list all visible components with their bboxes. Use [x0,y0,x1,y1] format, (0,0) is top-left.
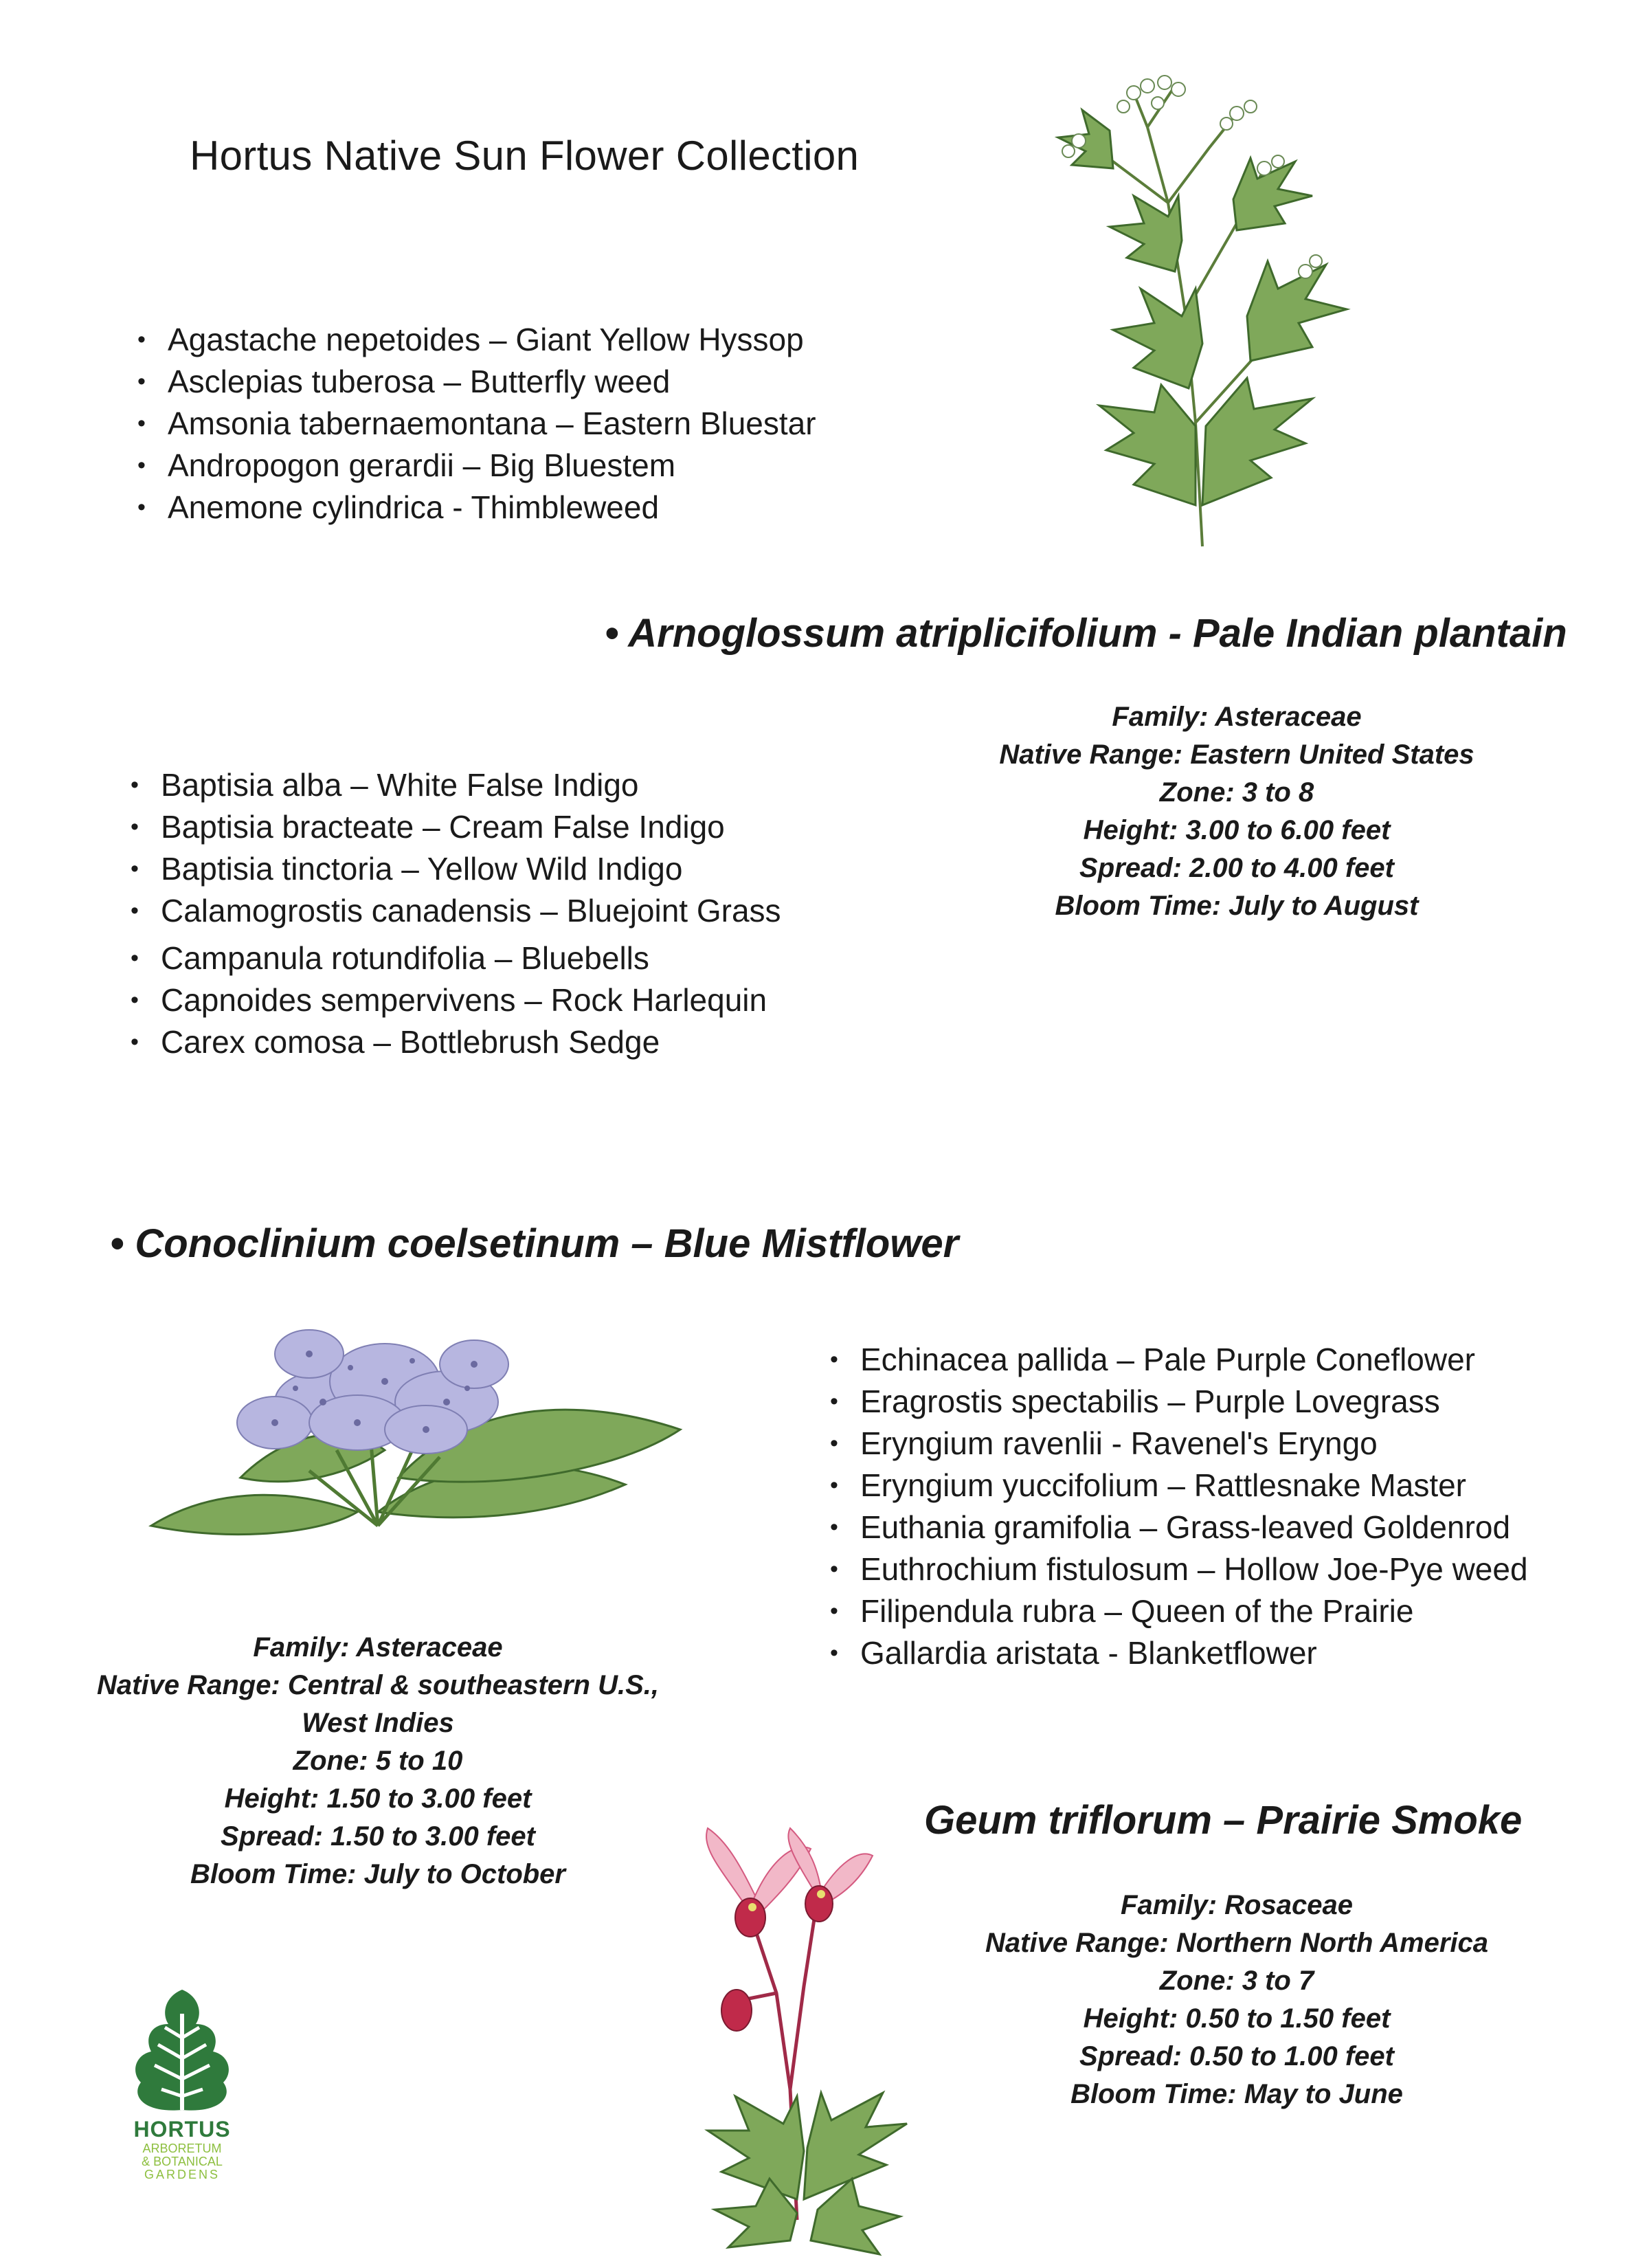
list-item: • Asclepias tuberosa – Butterfly weed [137,361,816,403]
family-text: Family: Rosaceae [1121,1890,1353,1920]
height-text: Height: 0.50 to 1.50 feet [1083,2003,1391,2034]
page-title: Hortus Native Sun Flower Collection [190,133,860,179]
list-item: • Carex comosa – Bottlebrush Sedge [131,1021,781,1063]
list-item: • Euthania gramifolia – Grass-leaved Goldenrod [830,1507,1528,1548]
native-range-text: West Indies [302,1708,454,1738]
list-item: • Baptisia bracteate – Cream False Indigo [131,806,781,848]
blue-mistflower-illustration [151,1306,687,1553]
list-item: • Baptisia tinctoria – Yellow Wild Indigo [131,848,781,890]
plant-facts [928,698,1546,925]
native-range-text: Native Range: Northern North America [985,1928,1488,1958]
zone-text: Zone: 3 to 8 [1159,777,1314,808]
native-range-text: Native Range: Eastern United States [999,740,1474,770]
logo-subtitle: & BOTANICAL [142,2155,223,2168]
plant-facts [921,1887,1553,2113]
plant-list-a [137,319,816,529]
family-text: Family: Asteraceae [1112,702,1362,732]
list-item: • Euthrochium fistulosum – Hollow Joe-Pye weed [830,1548,1528,1590]
logo-name: HORTUS [133,2117,231,2142]
plant-facts [34,1629,721,1893]
height-text: Height: 1.50 to 3.00 feet [224,1783,532,1814]
list-item: • Agastache nepetoides – Giant Yellow Hyssop [137,319,816,361]
zone-text: Zone: 3 to 7 [1159,1966,1314,1996]
list-item: • Anemone cylindrica - Thimbleweed [137,487,816,529]
list-item: • Capnoides sempervivens – Rock Harlequin [131,979,781,1021]
featured-plant-name: • Conoclinium coelsetinum – Blue Mistflower [110,1221,959,1266]
height-text: Height: 3.00 to 6.00 feet [1083,815,1391,845]
spread-text: Spread: 2.00 to 4.00 feet [1079,853,1394,883]
list-item: • Calamogrostis canadensis – Bluejoint Grass [131,890,781,932]
plant-list-b [131,764,781,1063]
list-item: • Andropogon gerardii – Big Bluestem [137,445,816,487]
logo-subtitle: GARDENS [144,2168,220,2181]
plant-list-c [830,1339,1528,1674]
spread-text: Spread: 1.50 to 3.00 feet [221,1821,535,1852]
list-item: • Echinacea pallida – Pale Purple Coneflower [830,1339,1528,1381]
oak-leaf-icon [127,1986,237,2117]
bloom-time-text: Bloom Time: July to August [1055,891,1419,921]
family-text: Family: Asteraceae [253,1632,503,1663]
list-item: • Campanula rotundifolia – Bluebells [131,937,781,979]
bloom-time-text: Bloom Time: May to June [1070,2079,1403,2109]
hortus-logo [127,1986,237,2181]
list-item: • Baptisia alba – White False Indigo [131,764,781,806]
list-item: • Amsonia tabernaemontana – Eastern Bluestar [137,403,816,445]
list-item: • Eryngium ravenlii - Ravenel's Eryngo [830,1423,1528,1465]
list-item: • Filipendula rubra – Queen of the Prairie [830,1590,1528,1632]
pale-indian-plantain-illustration [1031,65,1374,553]
zone-text: Zone: 5 to 10 [293,1746,463,1776]
featured-plant-name: Geum triflorum – Prairie Smoke [924,1798,1523,1843]
bloom-time-text: Bloom Time: July to October [190,1859,565,1889]
list-item: • Eryngium yuccifolium – Rattlesnake Master [830,1465,1528,1507]
list-item: • Eragrostis spectabilis – Purple Lovegrass [830,1381,1528,1423]
spread-text: Spread: 0.50 to 1.00 feet [1079,2041,1394,2071]
logo-subtitle: ARBORETUM [142,2142,222,2155]
featured-plant-name: • Arnoglossum atriplicifolium - Pale Indian plantain [605,611,1567,656]
list-item: • Gallardia aristata - Blanketflower [830,1632,1528,1674]
native-range-text: Native Range: Central & southeastern U.S., [97,1670,659,1700]
